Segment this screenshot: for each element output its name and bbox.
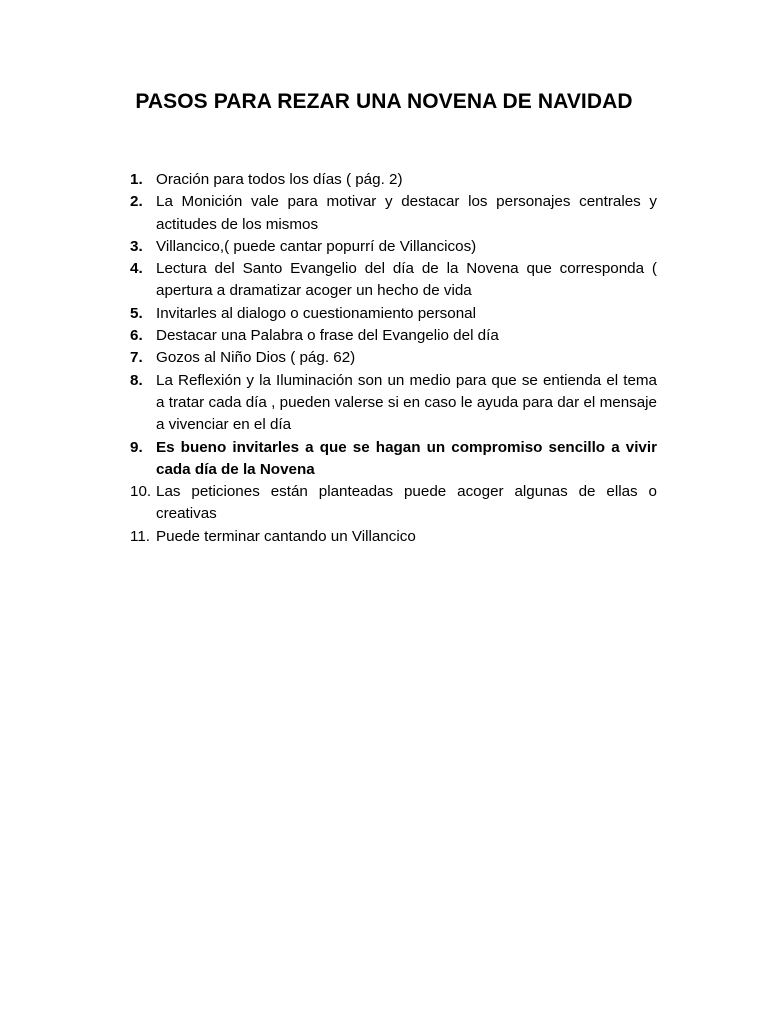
list-item xyxy=(130,526,657,548)
item-text: Villancico,( puede cantar popurrí de Villancicos) xyxy=(156,237,477,255)
list-item xyxy=(130,325,657,347)
steps-list xyxy=(130,169,657,548)
item-text: Puede terminar cantando un Villancico xyxy=(156,527,416,545)
item-number: 7. xyxy=(130,349,143,367)
item-number: 2. xyxy=(130,193,143,211)
item-text: Lectura del Santo Evangelio del día de la Novena que corresponda ( apertura a dramatizar acoger un hecho de vida xyxy=(156,260,657,300)
item-number: 5. xyxy=(130,304,143,322)
item-text: Invitarles al dialogo o cuestionamiento personal xyxy=(156,304,476,322)
list-item xyxy=(130,370,657,437)
item-number: 1. xyxy=(130,171,143,188)
item-number: 11. xyxy=(130,527,150,545)
list-item xyxy=(130,191,657,236)
item-text: Oración para todos los días ( pág. 2) xyxy=(156,171,403,188)
item-text: La Reflexión y la Iluminación son un medio para que se entienda el tema a tratar cada día , pueden valerse si en caso le ayuda para dar el mensaje a vivenciar en el día xyxy=(156,371,657,434)
page-title: PASOS PARA REZAR UNA NOVENA DE NAVIDAD xyxy=(135,90,633,113)
item-number: 4. xyxy=(130,260,143,278)
item-number: 8. xyxy=(130,371,143,389)
list-item xyxy=(130,258,657,303)
item-text: La Monición vale para motivar y destacar los personajes centrales y actitudes de los mismos xyxy=(156,193,657,233)
item-number: 6. xyxy=(130,327,143,345)
list-item xyxy=(130,169,657,191)
list-item xyxy=(130,481,657,526)
item-text: Destacar una Palabra o frase del Evangelio del día xyxy=(156,327,499,345)
item-number: 3. xyxy=(130,237,143,255)
list-item xyxy=(130,236,657,258)
item-number: 10. xyxy=(130,483,152,501)
list-item xyxy=(130,303,657,325)
item-number: 9. xyxy=(130,438,143,456)
list-item xyxy=(130,347,657,369)
item-text: Las peticiones están planteadas puede acoger algunas de ellas o creativas xyxy=(156,483,657,523)
list-item xyxy=(130,437,657,482)
item-text: Gozos al Niño Dios ( pág. 62) xyxy=(156,349,356,367)
item-text: Es bueno invitarles a que se hagan un compromiso sencillo a vivir cada día de la Novena xyxy=(156,438,657,478)
